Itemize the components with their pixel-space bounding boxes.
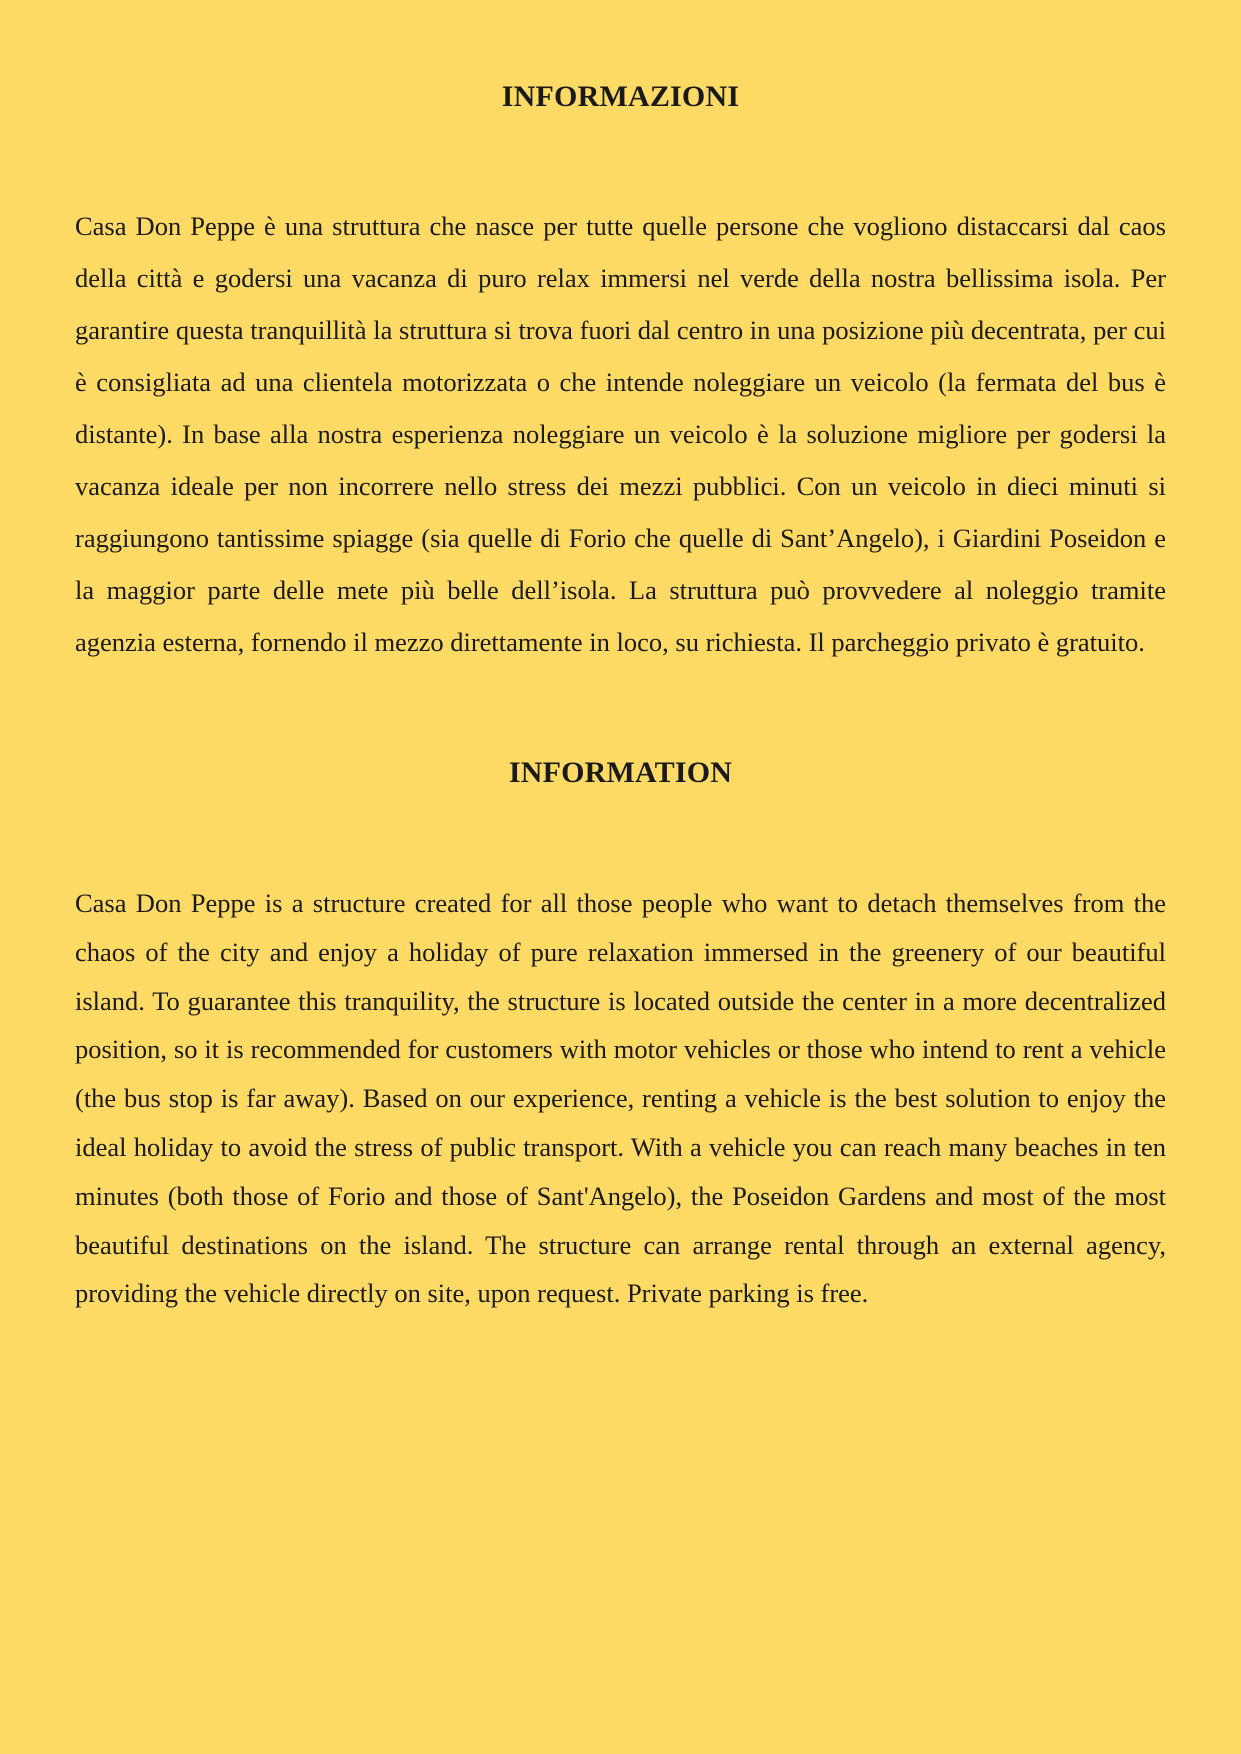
section-body-italian: Casa Don Peppe è una struttura che nasce per tutte quelle persone che vogliono distaccarsi dal caos della città e godersi una vacanza di puro relax immersi nel verde della nostra bellissima isola. Per garantire questa tranquillità la struttura si trova fuori dal centro in una posizione più decentrata, per cui è consigliata ad una clientela motorizzata o che intende noleggiare un veicolo (la fermata del bus è distante). In base alla nostra esperienza noleggiare un veicolo è la soluzione migliore per godersi la vacanza ideale per non incorrere nello stress dei mezzi pubblici. Con un veicolo in dieci minuti si raggiungono tantissime spiagge (sia quelle di Forio che quelle di Sant’Angelo), i Giardini Poseidon e la maggior parte delle mete più belle dell’isola. La struttura può provvedere al noleggio tramite agenzia esterna, fornendo il mezzo direttamente in loco, su richiesta. Il parcheggio privato è gratuito. <box>75 211 1166 657</box>
section-title-italian: INFORMAZIONI <box>501 80 740 113</box>
section-body-english: Casa Don Peppe is a structure created for all those people who want to detach themselves from the chaos of the city and enjoy a holiday of pure relaxation immersed in the greenery of our beautiful island. To guarantee this tranquility, the structure is located outside the center in a more decentralized position, so it is recommended for customers with motor vehicles or those who intend to rent a vehicle (the bus stop is far away). Based on our experience, renting a vehicle is the best solution to enjoy the ideal holiday to avoid the stress of public transport. With a vehicle you can reach many beaches in ten minutes (both those of Forio and those of Sant'Angelo), the Poseidon Gardens and most of the most beautiful destinations on the island. The structure can arrange rental through an external agency, providing the vehicle directly on site, upon request. Private parking is free. <box>75 888 1166 1309</box>
section-title-english: INFORMATION <box>508 756 733 789</box>
